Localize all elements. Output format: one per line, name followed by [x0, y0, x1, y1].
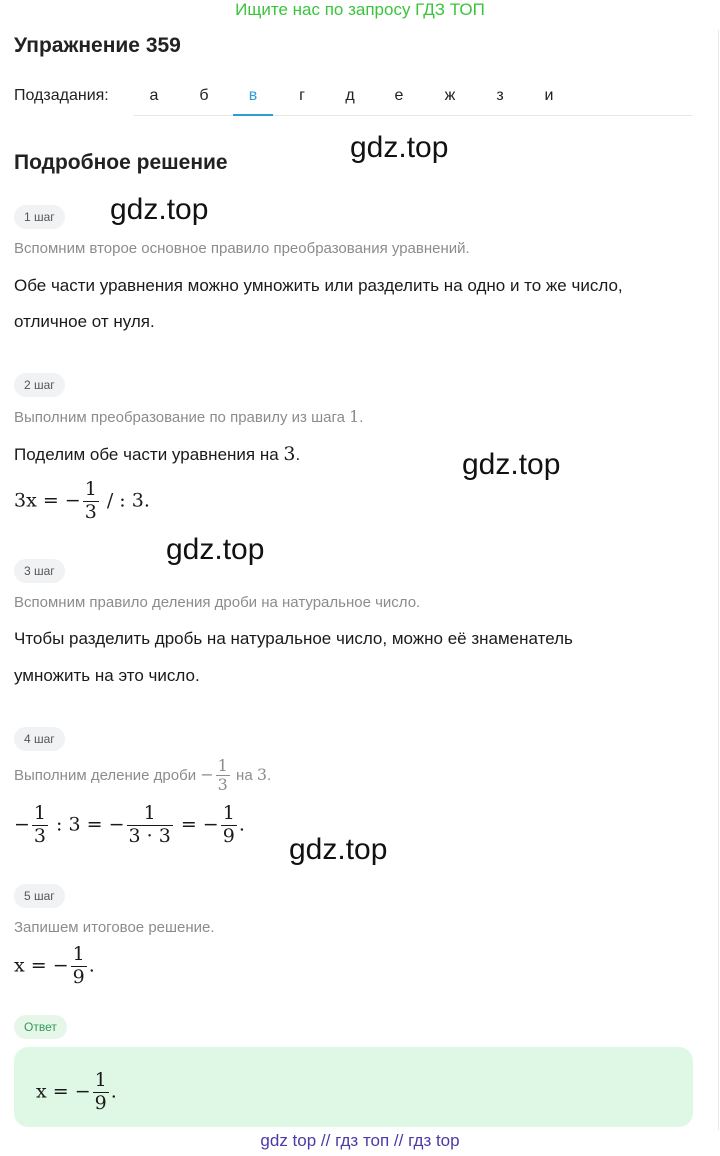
footer-links[interactable]: gdz top // гдз топ // гдз top [260, 1131, 460, 1150]
step-hint: Вспомним правило деления дроби на натуральное число. [14, 594, 421, 611]
step-text: Обе части уравнения можно умножить или разделить на одно и то же число, [14, 276, 623, 295]
tab-d[interactable]: д [345, 87, 355, 104]
watermark: gdz.top [166, 533, 265, 566]
watermark: gdz.top [350, 131, 449, 164]
tab-v[interactable]: в [233, 80, 273, 116]
step-badge: 1 шаг [14, 205, 65, 229]
tab-zh[interactable]: ж [444, 87, 456, 104]
step-hint: Выполним преобразование по правилу из шага 1. [14, 407, 364, 426]
step-text: отличное от нуля. [14, 312, 155, 331]
formula: x = − $\frac{1}{9}$ . [14, 943, 95, 988]
watermark: gdz.top [110, 193, 209, 226]
tab-g[interactable]: г [299, 87, 305, 104]
step-badge: 2 шаг [14, 373, 65, 397]
subtasks-tabs [134, 80, 692, 116]
step-badge: 5 шаг [14, 884, 65, 908]
subtasks-label: Подзадания: [14, 87, 109, 104]
tab-z[interactable]: з [496, 87, 504, 104]
tab-b[interactable]: б [199, 87, 209, 104]
tab-e[interactable]: е [394, 87, 404, 104]
exercise-title: Упражнение 359 [14, 34, 181, 57]
step-text: умножить на это число. [14, 666, 200, 685]
tab-a[interactable]: а [149, 87, 159, 104]
watermark: gdz.top [289, 833, 388, 866]
formula: − $\frac{1}{3}$ : 3 = − $\frac{1}{3 \cdot 3}$ = − $\frac{1}{9}$ . [14, 802, 245, 847]
step-badge: 4 шаг [14, 727, 65, 751]
tab-i[interactable]: и [544, 87, 554, 104]
formula: 3x = − $\frac{1}{3}$ / : 3. [14, 478, 150, 523]
solution-heading: Подробное решение [14, 151, 228, 174]
answer-badge: Ответ [14, 1015, 67, 1039]
step-text: Поделим обе части уравнения на 3. [14, 443, 301, 465]
step-text: Чтобы разделить дробь на натуральное число, можно её знаменатель [14, 629, 573, 648]
step-hint: Выполним деление дроби − $\frac{1}{3}$ на 3. [14, 756, 272, 795]
step-badge: 3 шаг [14, 559, 65, 583]
page-divider [718, 30, 719, 1130]
watermark: gdz.top [462, 448, 561, 481]
step-hint: Запишем итоговое решение. [14, 919, 215, 936]
step-hint: Вспомним второе основное правило преобразования уравнений. [14, 240, 470, 257]
search-banner: Ищите нас по запросу ГДЗ ТОП [235, 0, 485, 19]
answer-formula: x = − $\frac{1}{9}$ . [36, 1069, 117, 1114]
